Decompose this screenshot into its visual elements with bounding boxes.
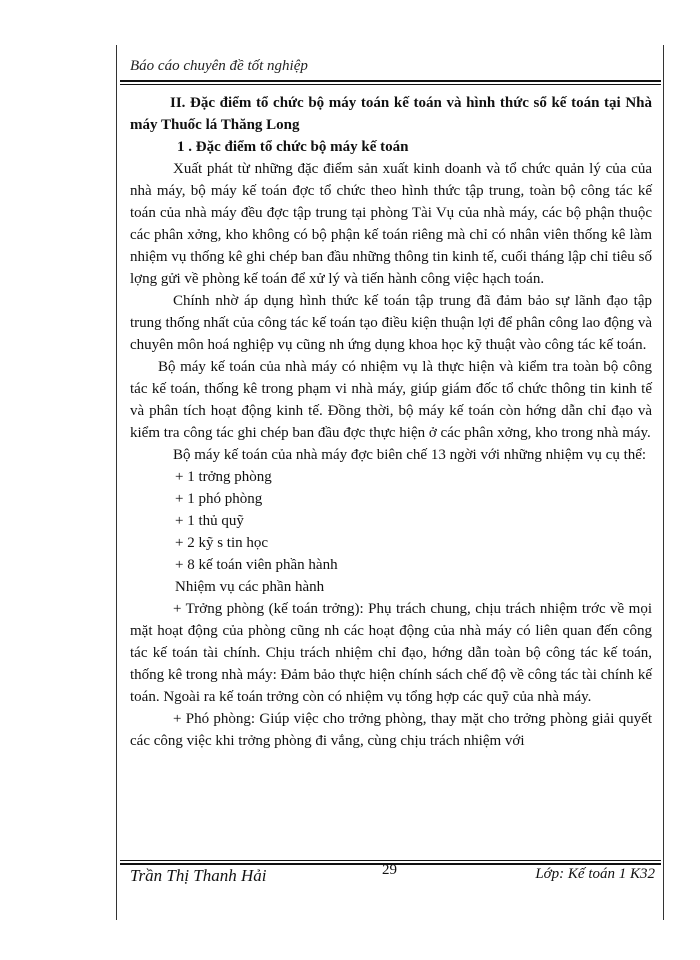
staff-item: + 1 trởng phòng [175, 469, 272, 485]
staff-item: + 1 thủ quỹ [175, 513, 244, 529]
staff-item: + 1 phó phòng [175, 491, 263, 507]
footer-author: Trần Thị Thanh Hải [130, 866, 267, 885]
paragraph-4: Bộ máy kế toán của nhà máy đợc biên chế 13 ngời với những nhiệm vụ cụ thể: [173, 447, 647, 463]
paragraph-5: + Trởng phòng (kế toán trởng): Phụ trách chung, chịu trách nhiệm trớc về mọi mặt hoạt động của phòng cũng nh các hoạt động của nhà máy có liên quan đến công tác kế toán tài chính. Chịu trách nhiệm chỉ đạo, hớng dẫn toàn bộ công tác kế toán, thống kê trong nhà máy: Đảm bảo thực hiện chính sách chế độ về công tác tài chính kế toán. Ngoài ra kế toán trởng còn có nhiệm vụ tổng hợp các quỹ của nhà máy. [130, 601, 652, 705]
header-rule [120, 80, 661, 85]
subsection-title: 1 . Đặc điểm tổ chức bộ máy kế toán [177, 139, 409, 155]
page-number: 29 [382, 862, 397, 878]
paragraph-3: Bộ máy kế toán của nhà máy có nhiệm vụ là thực hiện và kiểm tra toàn bộ công tác kế toán, thống kê trong phạm vi nhà máy, giúp giám đốc tổ chức thông tin kinh tế và phân tích hoạt động kinh tế. Đồng thời, bộ máy kế toán còn hớng dẫn chỉ đạo và kiểm tra công tác ghi chép ban đầu đợc thực hiện ở các phân xởng, kho trong nhà máy. [130, 359, 652, 441]
section-title: II. Đặc điểm tổ chức bộ máy toán kế toán và hình thức sổ kế toán tại Nhà máy Thuốc lá Thăng Long [130, 95, 652, 133]
duties-heading: Nhiệm vụ các phần hành [175, 579, 325, 595]
paragraph-6: + Phó phòng: Giúp việc cho trởng phòng, thay mặt cho trởng phòng giải quyết các công việc khi trởng phòng đi vắng, cùng chịu trách nhiệm với [130, 711, 652, 749]
document-body [130, 92, 652, 752]
page-footer [130, 862, 655, 888]
page-header-title: Báo cáo chuyên đề tốt nghiệp [130, 58, 308, 74]
staff-item: + 2 kỹ s tin học [175, 535, 269, 551]
footer-class-info: Lớp: Kế toán 1 K32 [535, 866, 655, 882]
staff-item: + 8 kế toán viên phần hành [175, 557, 338, 573]
paragraph-2: Chính nhờ áp dụng hình thức kế toán tập trung đã đảm bảo sự lãnh đạo tập trung thống nhất của công tác kế toán tạo điều kiện thuận lợi để phân công lao động và chuyên môn hoá nghiệp vụ cũng nh ứng dụng khoa học kỹ thuật vào công tác kế toán. [130, 293, 652, 353]
paragraph-1: Xuất phát từ những đặc điểm sản xuất kinh doanh và tổ chức quản lý của của nhà máy, bộ máy kế toán đợc tổ chức theo hình thức tập trung, toàn bộ công tác kế toán của nhà máy đều đợc tập trung tại phòng Tài Vụ của nhà máy, các bộ phận thuộc các phân xởng, kho không có bộ phận kế toán riêng mà chỉ có nhân viên thống kê làm nhiệm vụ thống kê ghi chép ban đầu những thông tin kinh tế, cuối tháng lập chỉ tiêu số lợng gửi về phòng kế toán để xử lý và tiến hành công việc hạch toán. [130, 161, 652, 287]
